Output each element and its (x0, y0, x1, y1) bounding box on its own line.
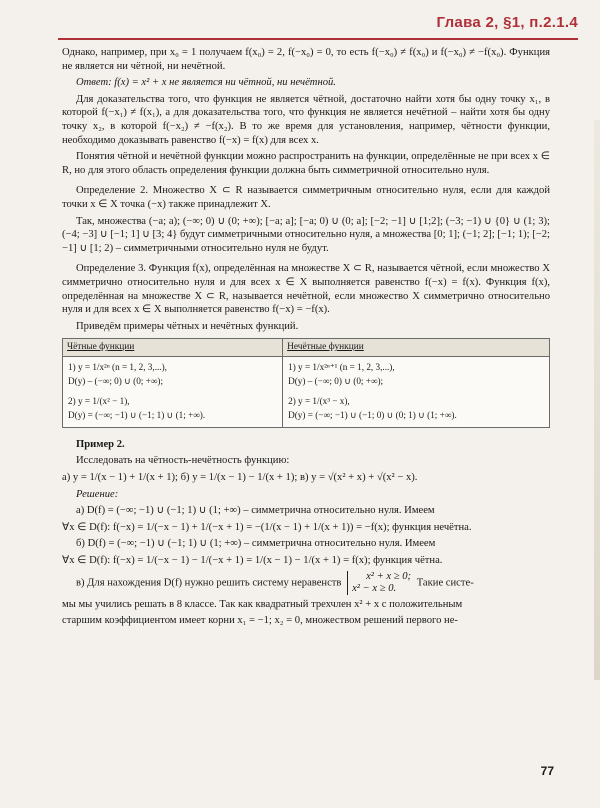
solution-c-pre: в) Для нахождения D(f) нужно решить систему неравенств (76, 576, 342, 588)
paragraph-4: Так, множества (−a; a); (−∞; 0) ∪ (0; +∞); [−a; a]; [−a; 0) ∪ (0; a]; [−2; −1] ∪ [1;2]; (−3; −1) ∪ {0} ∪ (1; 3); (−4; −3] ∪ [−1; 1] ∪ [3; 4} будут симметричными относительно нуля, а множества [0; 1]; (−1; 2]; [−1; 1); [−2; −1] ∪ [1; 2) – симметричными относительно нуля не будут. (62, 215, 550, 254)
page-body (62, 46, 550, 631)
solution-a-domain: а) D(f) = (−∞; −1) ∪ (−1; 1) ∪ (1; +∞) – симметрична относительно нуля. Имеем (76, 505, 435, 517)
page-edge (594, 120, 600, 680)
solution-c-post: Такие систе- (416, 576, 474, 588)
solution-a-calc: ∀x ∈ D(f): f(−x) = 1/(−x − 1) + 1/(−x + 1) = −(1/(x − 1) + 1/(x + 1)) = −f(x); функция нечётна. (62, 521, 472, 533)
even-header: Чётные функции (63, 339, 283, 357)
odd-func-1: 1) y = 1/x²ⁿ⁺¹ (n = 1, 2, 3,...), (288, 361, 395, 372)
paragraph-5: Приведём примеры чётных и нечётных функций. (76, 320, 299, 332)
odd-header: Нечётные функции (283, 339, 550, 357)
page-number: 77 (540, 764, 554, 778)
example-task: Исследовать на чётность-нечётность функцию: (76, 455, 290, 467)
odd-domain-2: D(y) = (−∞; −1) ∪ (−1; 0) ∪ (0; 1) ∪ (1; +∞). (288, 410, 457, 421)
definition-3: Определение 3. Функция f(x), определённая на множестве X ⊂ R, называется чётной, если множество X симметрично относительно нуля и для всех x ∈ X выполняется равенство f(−x) = f(x). Функция f(x), определённая на множестве X ⊂ R, называется нечётной, если множество X симметрично относительно нуля и для всех x ∈ X выполняется равенство f(−x) = −f(x). (62, 263, 550, 316)
inequality-1: x² + x ≥ 0; (366, 570, 412, 582)
answer-line: Ответ: f(x) = x² + x не является ни чётной, ни нечётной. (76, 77, 336, 89)
even-cell (63, 356, 283, 427)
paragraph-1: Однако, например, при x₀ = 1 получаем f(x₀) = 2, f(−x₀) = 0, то есть f(−x₀) ≠ f(x₀) и f(−x₀) ≠ −f(x₀). Функция не является ни чётной, ни нечётной. (62, 47, 550, 72)
header-rule (58, 38, 578, 40)
odd-domain-1: D(y) – (−∞; 0) ∪ (0; +∞); (288, 376, 384, 387)
chapter-header: Глава 2, §1, п.2.1.4 (436, 14, 578, 31)
odd-func-2: 2) y = 1/(x³ − x), (288, 395, 350, 406)
solution-c-line-2: мы мы учились решать в 8 классе. Так как квадратный трехчлен x² + x с положительным (62, 598, 463, 610)
solution-b-domain: б) D(f) = (−∞; −1) ∪ (−1; 1) ∪ (1; +∞) – симметрична относительно нуля. Имеем (76, 538, 436, 550)
even-func-1: 1) y = 1/x²ⁿ (n = 1, 2, 3,...), (68, 361, 167, 372)
example-title: Пример 2. (76, 438, 125, 450)
even-domain-2: D(y) = (−∞; −1) ∪ (−1; 1) ∪ (1; +∞). (68, 410, 206, 421)
functions-table (62, 338, 550, 428)
solution-c-line (62, 571, 550, 595)
even-domain-1: D(y) – (−∞; 0) ∪ (0; +∞); (68, 376, 163, 387)
solution-b-calc: ∀x ∈ D(f): f(−x) = 1/(−x − 1) − 1/(−x + 1) = 1/(x − 1) − 1/(x + 1) = f(x); функция чётна. (62, 554, 443, 566)
paragraph-3: Понятия чётной и нечётной функции можно распространить на функции, определённые не при всех x ∈ R, но для этого область определения функции должна быть симметричной относительно нуля. (62, 151, 550, 176)
definition-2: Определение 2. Множество X ⊂ R называется симметричным относительно нуля, если для каждой точки x ∈ X точка (−x) также принадлежит X. (62, 185, 550, 210)
even-func-2: 2) y = 1/(x² − 1), (68, 395, 130, 406)
paragraph-2: Для доказательства того, что функция не является чётной, достаточно найти хотя бы одну точку x₁, в которой f(−x₁) ≠ f(x₁), а для доказательства того, что функция не является нечётной – найти хотя бы одну точку x₂, в которой f(−x₂) ≠ −f(x₂). В то же время для установления, например, чётности функции, необходимо доказывать равенство f(−x) = f(x) для всех x. (62, 93, 550, 146)
solution-c-line-3: старшим коэффициентом имеет корни x₁ = −1; x₂ = 0, множеством решений первого не- (62, 615, 458, 627)
odd-cell (283, 356, 550, 427)
inequality-2: x² − x ≥ 0. (352, 582, 397, 594)
example-functions: а) y = 1/(x − 1) + 1/(x + 1); б) y = 1/(x − 1) − 1/(x + 1); в) y = √(x² + x) + √(x² − x). (62, 471, 418, 483)
inequality-system (347, 571, 411, 595)
solution-label: Решение: (76, 488, 119, 500)
